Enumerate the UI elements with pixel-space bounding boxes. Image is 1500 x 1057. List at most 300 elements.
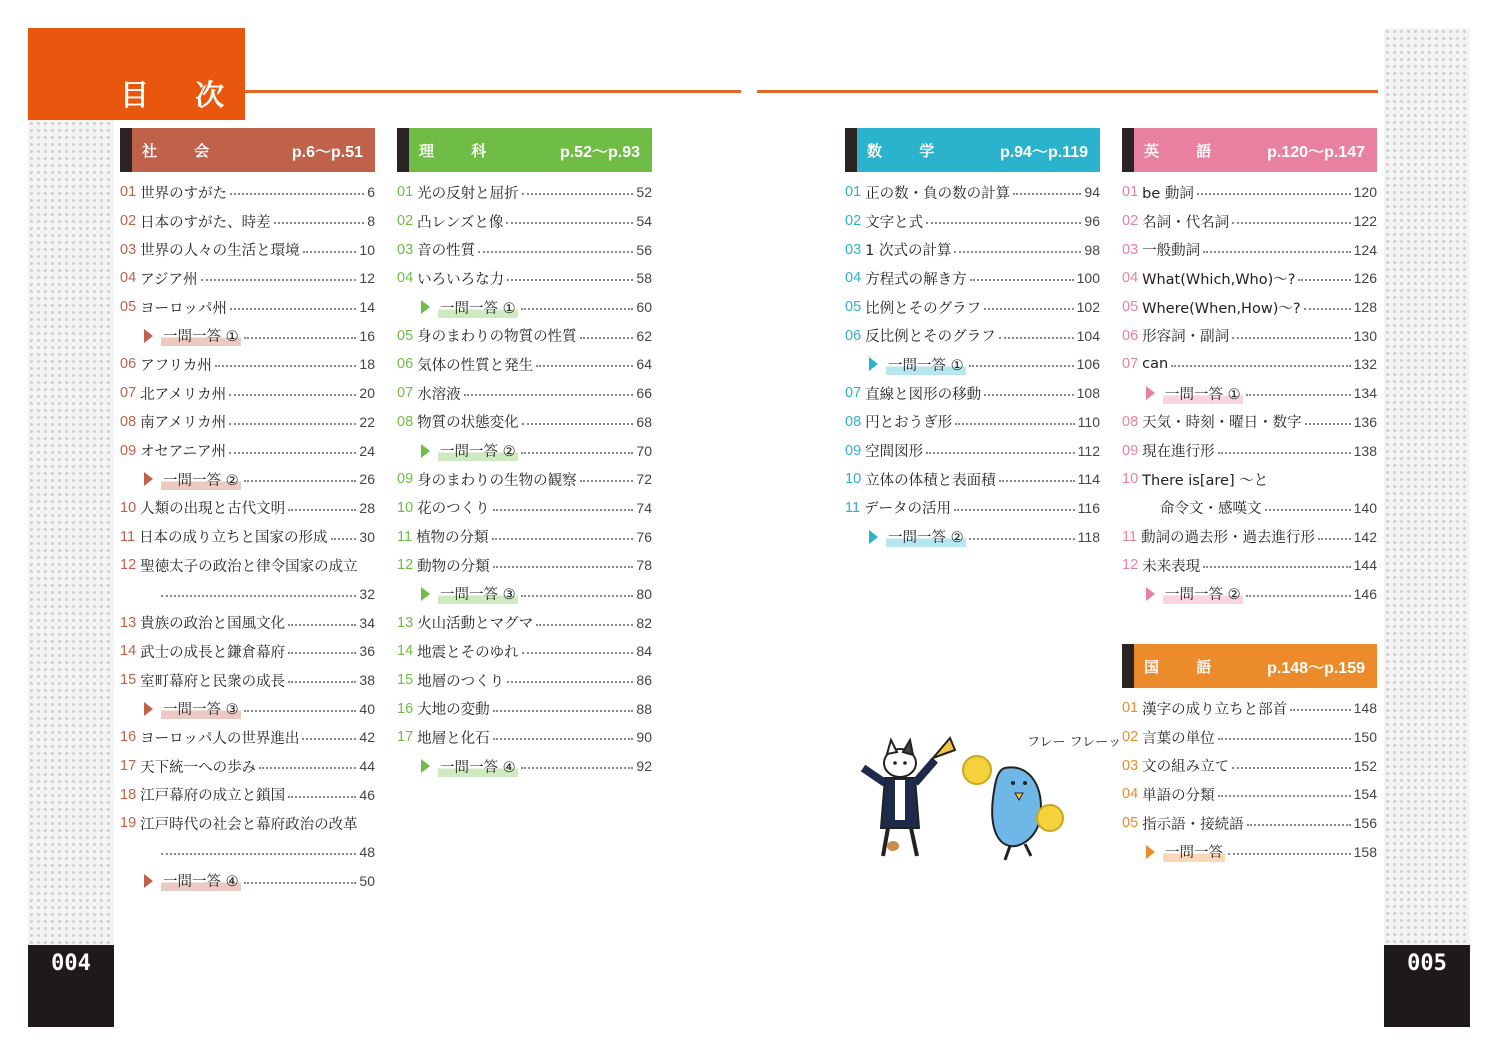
entry-number: 08 — [397, 413, 414, 430]
entry-page: 96 — [1084, 213, 1100, 230]
leader-dots — [969, 538, 1075, 540]
toc-entry[interactable] — [397, 465, 652, 494]
toc-entry[interactable] — [120, 264, 375, 293]
entry-title: 一問一答 ② — [1163, 583, 1243, 604]
toc-entry[interactable] — [397, 637, 652, 666]
leader-dots — [970, 279, 1074, 281]
entry-title: 水溶液 — [417, 386, 461, 403]
entry-number: 11 — [120, 528, 136, 545]
entry-page: 130 — [1353, 327, 1377, 344]
toc-entry[interactable] — [1122, 522, 1377, 551]
entry-number: 15 — [397, 672, 414, 689]
leader-dots — [493, 566, 634, 568]
quiz-entry[interactable] — [397, 752, 652, 781]
section-page-range: p.6〜p.51 — [291, 143, 363, 161]
leader-dots — [302, 738, 356, 740]
entry-number: 01 — [397, 184, 414, 201]
entry-number: 05 — [1122, 299, 1139, 316]
leader-dots — [1197, 193, 1351, 195]
entry-title: 形容詞・副詞 — [1142, 329, 1230, 346]
leader-dots — [244, 480, 357, 482]
entry-page: 8 — [367, 213, 375, 230]
entry-page: 154 — [1353, 786, 1377, 803]
section-page-range: p.52〜p.93 — [559, 143, 640, 161]
entry-number: 06 — [845, 327, 862, 344]
entry-title: 世界のすがた — [140, 185, 228, 202]
leader-dots — [303, 251, 357, 253]
entry-page: 52 — [636, 184, 652, 201]
entry-list — [845, 178, 1100, 551]
toc-entry[interactable] — [845, 207, 1100, 236]
entry-page: 156 — [1353, 815, 1377, 832]
entry-number: 07 — [1122, 356, 1139, 373]
quiz-entry[interactable] — [120, 321, 375, 350]
header-accent-bar — [120, 128, 132, 172]
leader-dots — [1298, 279, 1350, 281]
entry-page: 126 — [1353, 270, 1377, 287]
toc-entry[interactable] — [397, 178, 652, 207]
entry-title: 直線と図形の移動 — [865, 386, 982, 403]
entry-title: 言葉の単位 — [1142, 730, 1215, 747]
header-rule-right — [757, 90, 1378, 93]
entry-page: 148 — [1353, 700, 1377, 717]
toc-entry[interactable] — [1122, 264, 1377, 293]
entry-title: 一問一答 ③ — [438, 583, 518, 604]
toc-entry[interactable] — [397, 666, 652, 695]
entry-number: 12 — [120, 557, 137, 574]
section-header — [120, 128, 375, 172]
entry-page: 140 — [1353, 499, 1377, 516]
entry-number: 04 — [120, 270, 137, 287]
section-math — [845, 128, 1100, 551]
toc-entry[interactable] — [1122, 780, 1377, 809]
page-title: 目 次 — [120, 78, 243, 112]
entry-number: 04 — [1122, 270, 1139, 287]
entry-number: 13 — [120, 614, 137, 631]
entry-page: 84 — [636, 643, 652, 660]
entry-number: 15 — [120, 672, 137, 689]
entry-title: 大地の変動 — [417, 702, 490, 719]
toc-entry[interactable] — [1122, 551, 1377, 580]
entry-page: 116 — [1077, 499, 1100, 516]
play-arrow-icon — [869, 530, 878, 544]
entry-title: 漢字の成り立ちと部首 — [1142, 701, 1288, 718]
entry-number: 02 — [1122, 213, 1139, 230]
toc-entry[interactable] — [845, 321, 1100, 350]
entry-number: 09 — [845, 442, 862, 459]
entry-page: 132 — [1353, 356, 1377, 373]
entry-title: 一問一答 ① — [1163, 383, 1243, 404]
entry-title: 一問一答 ① — [886, 354, 966, 375]
toc-entry[interactable] — [120, 522, 375, 551]
entry-title: 北アメリカ州 — [140, 386, 227, 403]
entry-continuation[interactable] — [120, 580, 375, 609]
toc-entry[interactable] — [1122, 408, 1377, 437]
toc-entry[interactable] — [1122, 809, 1377, 838]
quiz-entry[interactable] — [397, 293, 652, 322]
entry-page: 106 — [1076, 356, 1100, 373]
play-arrow-icon — [144, 874, 153, 888]
leader-dots — [1247, 824, 1351, 826]
header-accent-bar — [1122, 644, 1134, 688]
entry-page: 16 — [359, 327, 375, 344]
quiz-entry[interactable] — [120, 465, 375, 494]
leader-dots — [464, 394, 634, 396]
entry-page: 24 — [359, 442, 375, 459]
toc-entry[interactable] — [1122, 350, 1377, 379]
leader-dots — [1305, 423, 1351, 425]
entry-page: 32 — [359, 585, 375, 602]
leader-dots — [1203, 566, 1351, 568]
toc-entry[interactable] — [397, 207, 652, 236]
quiz-entry[interactable] — [845, 350, 1100, 379]
toc-entry[interactable] — [397, 723, 652, 752]
toc-entry[interactable] — [397, 608, 652, 637]
leader-dots — [1171, 365, 1350, 367]
entry-page: 48 — [359, 844, 375, 861]
header-accent-bar — [845, 128, 857, 172]
entry-title: 一問一答 ② — [886, 526, 966, 547]
entry-page: 36 — [359, 643, 375, 660]
entry-title: 人類の出現と古代文明 — [140, 501, 286, 518]
toc-entry[interactable] — [397, 321, 652, 350]
entry-number: 08 — [845, 413, 862, 430]
entry-title: 身のまわりの物質の性質 — [417, 329, 577, 346]
toc-entry[interactable] — [1122, 235, 1377, 264]
left-dotted-margin — [28, 120, 114, 945]
entry-title: 比例とそのグラフ — [865, 300, 982, 317]
entry-number: 07 — [397, 385, 414, 402]
toc-entry[interactable] — [120, 723, 375, 752]
leader-dots — [244, 882, 357, 884]
entry-title: 空間図形 — [865, 444, 924, 461]
toc-entry[interactable] — [397, 235, 652, 264]
entry-title: 1 次式の計算 — [865, 243, 952, 260]
entry-number: 04 — [845, 270, 862, 287]
quiz-entry[interactable] — [1122, 580, 1377, 609]
entry-page: 12 — [359, 270, 375, 287]
entry-page: 112 — [1077, 442, 1100, 459]
toc-entry[interactable] — [1122, 465, 1377, 494]
section-page-range: p.148〜p.159 — [1267, 659, 1365, 677]
section-name: 理 科 — [419, 141, 503, 160]
entry-title: 一問一答 ② — [438, 440, 518, 461]
entry-number: 06 — [1122, 327, 1139, 344]
leader-dots — [1246, 595, 1351, 597]
entry-page: 146 — [1353, 585, 1377, 602]
toc-entry[interactable] — [120, 436, 375, 465]
entry-number: 07 — [845, 385, 862, 402]
toc-entry[interactable] — [845, 178, 1100, 207]
toc-entry[interactable] — [1122, 694, 1377, 723]
entry-page: 110 — [1077, 413, 1100, 430]
leader-dots — [215, 365, 357, 367]
entry-title: 気体の性質と発生 — [417, 357, 534, 374]
entry-page: 6 — [367, 184, 375, 201]
toc-entry[interactable] — [120, 379, 375, 408]
entry-list — [120, 178, 375, 895]
toc-entry[interactable] — [397, 551, 652, 580]
toc-entry[interactable] — [120, 293, 375, 322]
leader-dots — [954, 509, 1075, 511]
leader-dots — [492, 538, 634, 540]
entry-title: 南アメリカ州 — [140, 415, 227, 432]
toc-entry[interactable] — [397, 350, 652, 379]
toc-entry[interactable] — [120, 666, 375, 695]
entry-page: 104 — [1076, 327, 1100, 344]
toc-entry[interactable] — [120, 752, 375, 781]
entry-page: 76 — [636, 528, 652, 545]
toc-entry[interactable] — [120, 780, 375, 809]
leader-dots — [580, 480, 634, 482]
section-page-range: p.120〜p.147 — [1267, 143, 1365, 161]
quiz-entry[interactable] — [120, 867, 375, 896]
entry-title: 地震とそのゆれ — [417, 644, 519, 661]
entry-title: 現在進行形 — [1142, 444, 1215, 461]
entry-continuation[interactable] — [1122, 494, 1377, 523]
leader-dots — [478, 251, 633, 253]
entry-number: 05 — [120, 299, 137, 316]
entry-page: 44 — [359, 758, 375, 775]
entry-number: 03 — [1122, 757, 1139, 774]
entry-title: There is[are] 〜と — [1142, 472, 1269, 489]
leader-dots — [493, 710, 634, 712]
entry-number: 04 — [397, 270, 414, 287]
entry-page: 158 — [1353, 843, 1377, 860]
entry-title: 凸レンズと像 — [417, 214, 504, 231]
entry-title: 一問一答 ① — [161, 325, 241, 346]
entry-number: 02 — [845, 213, 862, 230]
quiz-entry[interactable] — [1122, 379, 1377, 408]
entry-page: 124 — [1353, 241, 1377, 258]
quiz-entry[interactable] — [120, 694, 375, 723]
leader-dots — [493, 738, 634, 740]
entry-number: 03 — [1122, 241, 1139, 258]
play-arrow-icon — [1146, 386, 1155, 400]
toc-entry[interactable] — [120, 207, 375, 236]
play-arrow-icon — [1146, 845, 1155, 859]
toc-entry[interactable] — [845, 494, 1100, 523]
entry-page: 18 — [359, 356, 375, 373]
entry-page: 38 — [359, 672, 375, 689]
leader-dots — [230, 193, 364, 195]
entry-title: 一問一答 ④ — [438, 756, 518, 777]
cat-mascot-icon — [863, 738, 955, 856]
entry-page: 60 — [636, 299, 652, 316]
leader-dots — [522, 193, 634, 195]
entry-title: 一般動詞 — [1142, 243, 1201, 260]
entry-title: 文字と式 — [865, 214, 924, 231]
entry-page: 64 — [636, 356, 652, 373]
entry-number: 10 — [120, 499, 137, 516]
toc-entry[interactable] — [120, 608, 375, 637]
entry-title: What(Which,Who)〜? — [1142, 271, 1296, 288]
entry-page: 74 — [636, 499, 652, 516]
leader-dots — [161, 595, 356, 597]
entry-title: 武士の成長と鎌倉幕府 — [140, 644, 286, 661]
quiz-entry[interactable] — [397, 436, 652, 465]
toc-entry[interactable] — [845, 465, 1100, 494]
entry-title: アフリカ州 — [140, 357, 212, 374]
leader-dots — [926, 222, 1081, 224]
leader-dots — [161, 853, 356, 855]
entry-continuation[interactable] — [120, 838, 375, 867]
entry-list — [1122, 178, 1377, 608]
entry-number: 10 — [1122, 471, 1139, 488]
entry-title: 命令文・感嘆文 — [1160, 501, 1262, 518]
entry-number: 05 — [845, 299, 862, 316]
entry-page: 10 — [359, 241, 375, 258]
entry-page: 144 — [1353, 557, 1377, 574]
entry-number: 10 — [397, 499, 414, 516]
leader-dots — [1232, 222, 1351, 224]
toc-entry[interactable] — [1122, 436, 1377, 465]
leader-dots — [1304, 308, 1351, 310]
toc-entry[interactable] — [397, 522, 652, 551]
entry-title: ヨーロッパ人の世界進出 — [140, 730, 300, 747]
header-accent-bar — [397, 128, 409, 172]
entry-number: 08 — [1122, 413, 1139, 430]
page-number-right: 005 — [1384, 945, 1470, 1027]
entry-title: オセアニア州 — [140, 444, 226, 461]
toc-entry[interactable] — [120, 551, 375, 580]
entry-page: 46 — [359, 786, 375, 803]
entry-page: 136 — [1353, 413, 1377, 430]
leader-dots — [229, 452, 356, 454]
entry-title: 名詞・代名詞 — [1142, 214, 1230, 231]
toc-entry[interactable] — [845, 264, 1100, 293]
play-arrow-icon — [144, 329, 153, 343]
entry-page: 14 — [359, 299, 375, 316]
toc-entry[interactable] — [845, 408, 1100, 437]
entry-title: 貴族の政治と国風文化 — [140, 616, 286, 633]
section-page-range: p.94〜p.119 — [999, 143, 1088, 161]
toc-entry[interactable] — [1122, 321, 1377, 350]
entry-number: 03 — [397, 241, 414, 258]
entry-title: 江戸時代の社会と幕府政治の改革 — [140, 816, 358, 833]
quiz-entry[interactable] — [845, 522, 1100, 551]
toc-entry[interactable] — [120, 494, 375, 523]
entry-title: be 動詞 — [1142, 185, 1194, 202]
entry-title: 円とおうぎ形 — [865, 415, 953, 432]
entry-list — [397, 178, 652, 780]
entry-title: 地層と化石 — [417, 730, 490, 747]
toc-entry[interactable] — [120, 809, 375, 838]
toc-entry[interactable] — [1122, 207, 1377, 236]
entry-number: 07 — [120, 385, 137, 402]
section-name: 数 学 — [867, 141, 951, 160]
entry-page: 100 — [1076, 270, 1100, 287]
leader-dots — [201, 279, 357, 281]
entry-page: 80 — [636, 585, 652, 602]
leader-dots — [244, 710, 357, 712]
header-accent-bar — [1122, 128, 1134, 172]
entry-title: 花のつくり — [417, 501, 490, 518]
entry-title: 日本の成り立ちと国家の形成 — [139, 530, 328, 547]
leader-dots — [1228, 853, 1351, 855]
section-japanese — [1122, 644, 1377, 866]
toc-entry[interactable] — [1122, 751, 1377, 780]
entry-page: 92 — [636, 758, 652, 775]
quiz-entry[interactable] — [1122, 837, 1377, 866]
entry-page: 54 — [636, 213, 652, 230]
entry-page: 40 — [359, 700, 375, 717]
entry-number: 14 — [120, 643, 137, 660]
entry-title: 室町幕府と民衆の成長 — [140, 673, 286, 690]
entry-page: 134 — [1353, 385, 1377, 402]
toc-entry[interactable] — [120, 637, 375, 666]
entry-page: 22 — [359, 413, 375, 430]
toc-entry[interactable] — [120, 178, 375, 207]
entry-number: 06 — [397, 356, 414, 373]
entry-number: 17 — [120, 758, 137, 775]
quiz-entry[interactable] — [397, 580, 652, 609]
toc-entry[interactable] — [120, 235, 375, 264]
entry-page: 122 — [1353, 213, 1377, 230]
toc-entry[interactable] — [120, 350, 375, 379]
entry-title: 世界の人々の生活と環境 — [140, 243, 300, 260]
toc-entry[interactable] — [845, 379, 1100, 408]
entry-title: 指示語・接続語 — [1142, 816, 1244, 833]
leader-dots — [1290, 709, 1351, 711]
leader-dots — [244, 337, 357, 339]
entry-number: 09 — [1122, 442, 1139, 459]
toc-entry[interactable] — [845, 235, 1100, 264]
entry-title: ヨーロッパ州 — [140, 300, 227, 317]
leader-dots — [999, 480, 1075, 482]
entry-number: 05 — [1122, 815, 1139, 832]
section-name: 英 語 — [1144, 141, 1228, 160]
toc-entry[interactable] — [845, 293, 1100, 322]
entry-number: 02 — [397, 213, 414, 230]
toc-entry[interactable] — [845, 436, 1100, 465]
leader-dots — [521, 767, 634, 769]
entry-page: 82 — [636, 614, 652, 631]
leader-dots — [984, 394, 1074, 396]
entry-page: 114 — [1077, 471, 1100, 488]
toc-entry[interactable] — [120, 408, 375, 437]
toc-entry[interactable] — [397, 494, 652, 523]
toc-entry[interactable] — [1122, 723, 1377, 752]
leader-dots — [506, 222, 633, 224]
entry-title: Where(When,How)〜? — [1142, 300, 1301, 317]
toc-entry[interactable] — [397, 694, 652, 723]
entry-title: 立体の体積と表面積 — [865, 472, 996, 489]
leader-dots — [984, 308, 1074, 310]
entry-title: 天下統一への歩み — [140, 759, 257, 776]
leader-dots — [493, 509, 634, 511]
entry-page: 56 — [636, 241, 652, 258]
toc-entry[interactable] — [1122, 293, 1377, 322]
leader-dots — [522, 652, 634, 654]
entry-title: 動詞の過去形・過去進行形 — [1141, 530, 1316, 547]
toc-entry[interactable] — [397, 264, 652, 293]
leader-dots — [1013, 193, 1081, 195]
leader-dots — [1218, 795, 1351, 797]
leader-dots — [926, 452, 1075, 454]
toc-entry[interactable] — [1122, 178, 1377, 207]
entry-page: 102 — [1076, 299, 1100, 316]
entry-title: 一問一答 ① — [438, 297, 518, 318]
play-arrow-icon — [421, 587, 430, 601]
leader-dots — [230, 308, 357, 310]
section-header — [1122, 128, 1377, 172]
toc-entry[interactable] — [397, 408, 652, 437]
entry-title: 一問一答 ② — [161, 469, 241, 490]
leader-dots — [1232, 337, 1351, 339]
entry-number: 12 — [1122, 557, 1139, 574]
toc-entry[interactable] — [397, 379, 652, 408]
